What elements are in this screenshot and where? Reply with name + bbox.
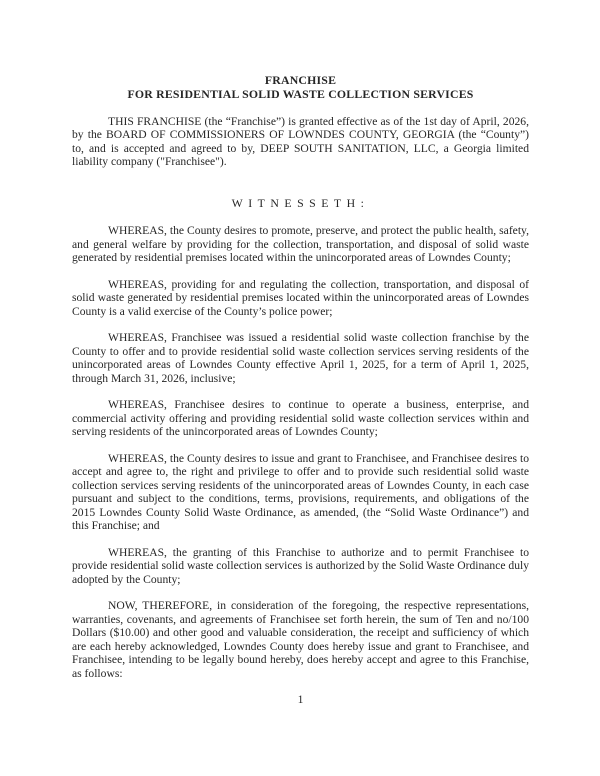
page-number: 1 [297,693,304,707]
whereas-paragraph-6: WHEREAS, the granting of this Franchise to authorize and to permit Franchisee to provide residential solid waste collection services is authorized by the Solid Waste Ordinance duly adopted by the County; [72,545,530,586]
whereas-paragraph-5: WHEREAS, the County desires to issue and grant to Franchisee, and Franchisee desires to accept and agree to, the right and privilege to offer and to provide such residential solid waste collection services serving residents of the unincorporated areas of Lowndes County, in each case pursuant and subject to the conditions, terms, provisions, requirements, and obligations of the 2015 Lowndes County Solid Waste Ordinance, as amended, (the “Solid Waste Ordinance”) and this Franchise; and [72,451,529,533]
whereas-paragraph-1: WHEREAS, the County desires to promote, preserve, and protect the public health, safety, and general welfare by providing for the collection, transportation, and disposal of solid waste generated by residential premises located within the unincorporated areas of Lowndes County; [72,224,529,265]
intro-paragraph: THIS FRANCHISE (the “Franchise”) is granted effective as of the 1st day of April, 2026, by the BOARD OF COMMISSIONERS OF LOWNDES COUNTY, GEORGIA (the “County”) to, and is accepted and agreed to by, DEEP SOUTH SANITATION, LLC, a Georgia limited liability company ("Franchisee"). [72,114,529,169]
whereas-paragraph-3: WHEREAS, Franchisee was issued a residential solid waste collection franchise by the County to offer and to provide residential solid waste collection services serving residents of the unincorporated areas of Lowndes County effective April 1, 2025, for a term of April 1, 2025, through March 31, 2026, inclusive; [72,331,529,385]
witnesseth-heading: WITNESSETH: [231,195,370,210]
whereas-paragraph-4: WHEREAS, Franchisee desires to continue to operate a business, enterprise, and commercial activity offering and providing residential solid waste collection services within and serving residents of the unincorporated areas of Lowndes County; [72,398,529,439]
document-title [72,74,529,102]
document-title-line2: FOR RESIDENTIAL SOLID WASTE COLLECTION SERVICES [127,86,474,101]
document-title-line1: FRANCHISE [264,73,337,87]
whereas-paragraph-2: WHEREAS, providing for and regulating the collection, transportation, and disposal of solid waste generated by residential premises located within the unincorporated areas of Lowndes County is a valid exercise of the County’s police power; [72,277,529,318]
now-therefore-paragraph: NOW, THEREFORE, in consideration of the foregoing, the respective representations, warranties, covenants, and agreements of Franchisee set forth herein, the sum of Ten and no/100 Dollars ($10.00) and other good and valuable consideration, the receipt and sufficiency of which are each hereby acknowledged, Lowndes County does hereby issue and grant to Franchisee, and Franchisee, intending to be legally bound hereby, does hereby accept and agree to this Franchise, as follows: [72,599,529,680]
